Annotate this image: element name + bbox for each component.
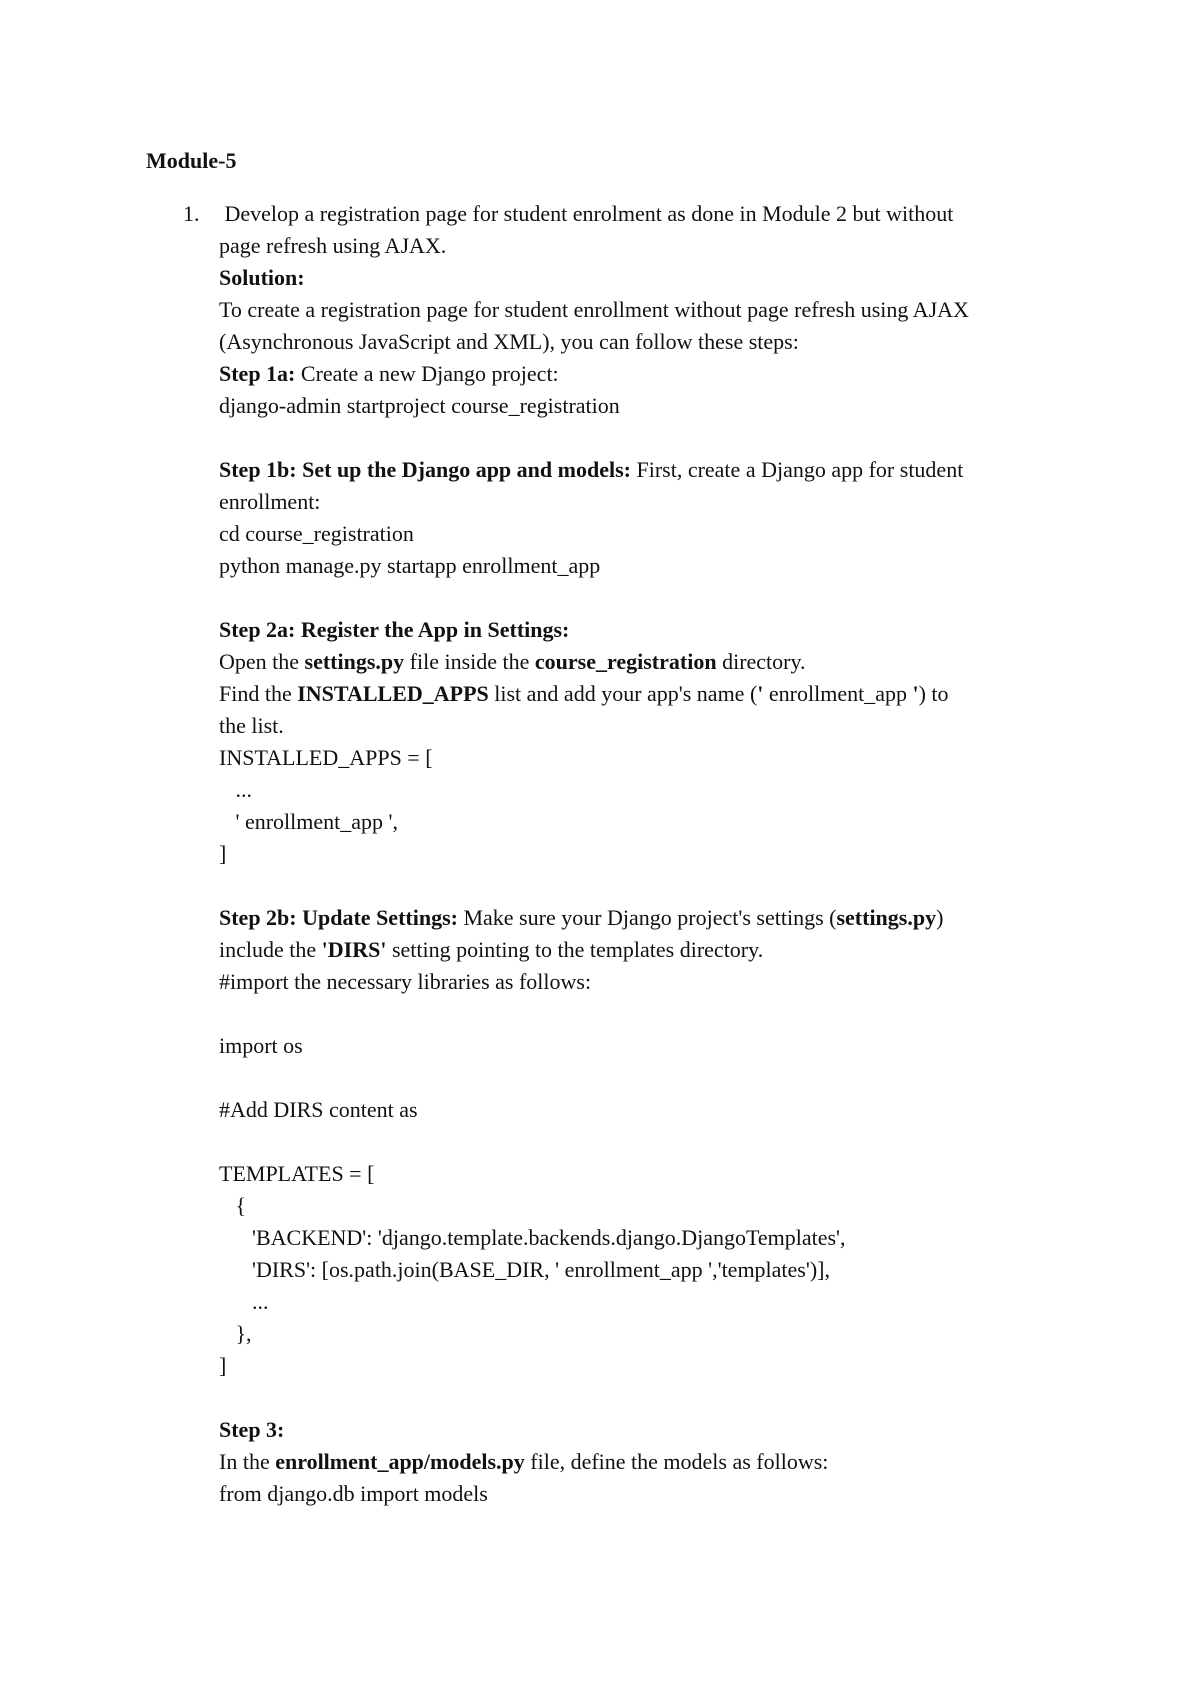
step1b-text-line-2: enrollment: [219, 489, 321, 514]
app-name: enrollment_app [763, 681, 913, 706]
step1b-code-1: cd course_registration [219, 521, 414, 546]
module-heading: Module-5 [146, 148, 237, 173]
dirs-comment: #Add DIRS content as [219, 1097, 418, 1122]
step3-code: from django.db import models [219, 1481, 488, 1506]
installed-apps-name: INSTALLED_APPS [297, 681, 489, 706]
templates-code-line: }, [219, 1321, 252, 1346]
spacer [219, 998, 1119, 1030]
step2a-label: Step 2a: Register the App in Settings: [219, 617, 570, 642]
settings-file-name: settings.py [304, 649, 405, 674]
question-line-1: Develop a registration page for student enrolment as done in Module 2 but without [219, 201, 954, 226]
step1b-label: Step 1b: Set up the Django app and models: [219, 457, 631, 482]
step3-label: Step 3: [219, 1417, 285, 1442]
text-run: include the [219, 937, 322, 962]
step3-line [219, 1446, 1119, 1478]
installed-apps-code-line: ] [219, 841, 227, 866]
step2b-line-2 [219, 934, 1119, 966]
step1a-line [219, 358, 1119, 390]
text-run: file inside the [404, 649, 535, 674]
text-run: list and add your app's name ( [488, 681, 758, 706]
step2b-label: Step 2b: Update Settings: [219, 905, 458, 930]
step1a-text: Create a new Django project: [295, 361, 559, 386]
templates-code-line: { [219, 1193, 247, 1218]
spacer [219, 870, 1119, 902]
text-run: directory. [716, 649, 806, 674]
text-run: In the [219, 1449, 276, 1474]
text-run: ) [936, 905, 944, 930]
text-run: Open the [219, 649, 305, 674]
step2a-find-line [219, 678, 1119, 710]
spacer [219, 422, 1119, 454]
solution-label: Solution: [219, 265, 305, 290]
installed-apps-code-line: INSTALLED_APPS = [ [219, 745, 433, 770]
quote-mark: ' [912, 681, 919, 706]
models-file-name: enrollment_app/models.py [275, 1449, 525, 1474]
installed-apps-code-line: ... [219, 777, 252, 802]
step1b-text: First, create a Django app for student [630, 457, 964, 482]
templates-code-line: 'BACKEND': 'django.template.backends.django.DjangoTemplates', [219, 1225, 846, 1250]
import-comment: #import the necessary libraries as follows: [219, 969, 592, 994]
step1b-line [219, 454, 1119, 486]
templates-code-line: ... [219, 1289, 269, 1314]
settings-file-name: settings.py [836, 905, 937, 930]
project-dir-name: course_registration [534, 649, 717, 674]
intro-line-1: To create a registration page for student enrollment without page refresh using AJAX [219, 297, 969, 322]
spacer [219, 1382, 1119, 1414]
templates-code-line: 'DIRS': [os.path.join(BASE_DIR, ' enrollment_app ','templates')], [219, 1257, 830, 1282]
spacer [219, 582, 1119, 614]
text-run: ) to [918, 681, 949, 706]
quote-mark: ' [757, 681, 764, 706]
spacer [219, 1126, 1119, 1158]
text-run: setting pointing to the templates directory. [386, 937, 764, 962]
step1a-label: Step 1a: [219, 361, 296, 386]
text-run: file, define the models as follows: [524, 1449, 829, 1474]
step2b-line [219, 902, 1119, 934]
spacer [219, 1062, 1119, 1094]
intro-line-2: (Asynchronous JavaScript and XML), you can follow these steps: [219, 329, 799, 354]
step1a-code: django-admin startproject course_registration [219, 393, 620, 418]
installed-apps-code-line: ' enrollment_app ', [219, 809, 398, 834]
step2a-open-line [219, 646, 1119, 678]
templates-code-line: ] [219, 1353, 227, 1378]
list-item-number: 1. [183, 201, 200, 226]
list-item-content [219, 198, 1119, 1510]
text-run: Make sure your Django project's settings ( [457, 905, 837, 930]
templates-code-line: TEMPLATES = [ [219, 1161, 375, 1186]
question-line-2: page refresh using AJAX. [219, 233, 447, 258]
step1b-code-2: python manage.py startapp enrollment_app [219, 553, 601, 578]
dirs-setting-name: 'DIRS' [321, 937, 387, 962]
import-os-code: import os [219, 1033, 303, 1058]
text-run: Find the [219, 681, 298, 706]
step2a-find-line-2: the list. [219, 713, 284, 738]
